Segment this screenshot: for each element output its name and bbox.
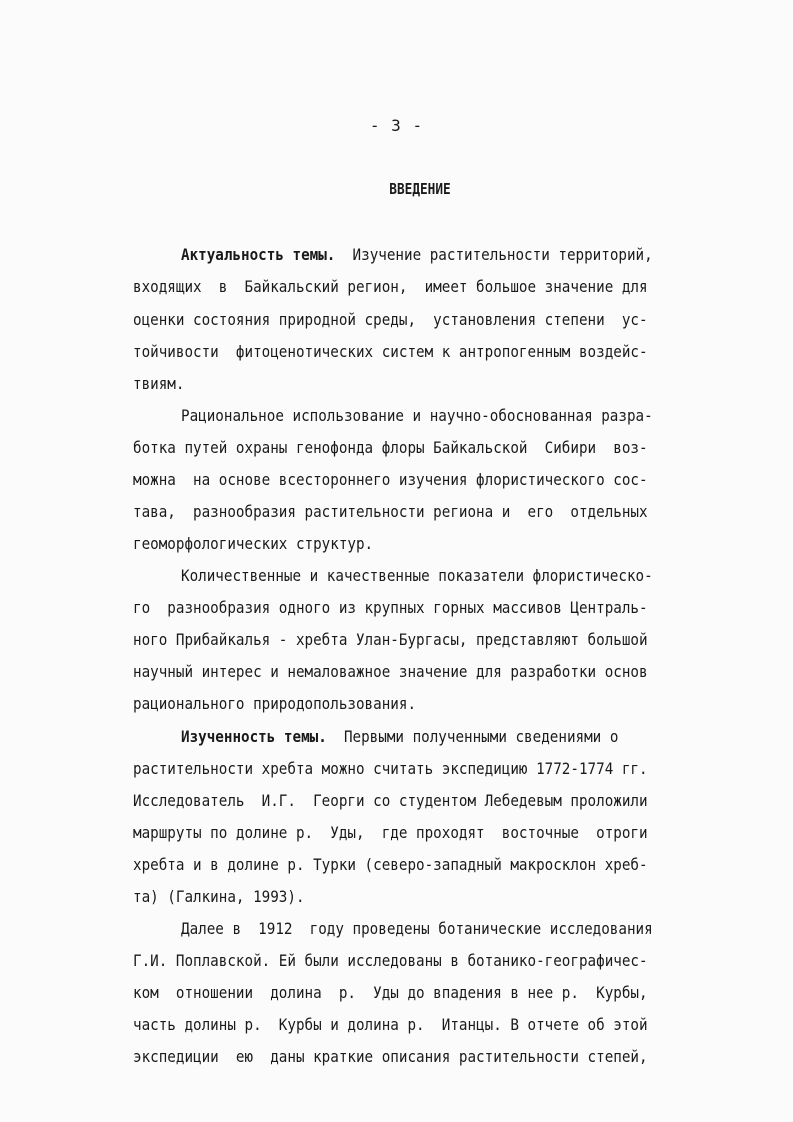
text-line: входящих в Байкальский регион, имеет большое значение для xyxy=(133,277,648,296)
section-heading: Актуальность темы. xyxy=(181,245,336,264)
text-line: Актуальность темы. Изучение растительности территорий, xyxy=(181,245,653,264)
text-line: можна на основе всестороннего изучения флористического сос- xyxy=(133,470,648,489)
text-line: научный интерес и немаловажное значение для разработки основ xyxy=(133,662,648,681)
text-line: Количественные и качественные показатели флористическо- xyxy=(181,566,653,585)
text-line: Далее в 1912 году проведены ботанические исследования xyxy=(181,919,653,938)
text-line: го разнообразия одного из крупных горных массивов Централь- xyxy=(133,598,648,617)
text-line: тава, разнообразия растительности региона и его отдельных xyxy=(133,502,648,521)
section-heading: Изученность темы. xyxy=(181,727,327,746)
text-line: Исследователь И.Г. Георги со студентом Лебедевым проложили xyxy=(133,791,648,810)
text-line: Рациональное использование и научно-обоснованная разра- xyxy=(181,406,653,425)
text-line: твиям. xyxy=(133,374,185,393)
text-line: тойчивости фитоценотических систем к антропогенным воздейс- xyxy=(133,342,648,361)
text-line: ком отношении долина р. Уды до впадения в нее р. Курбы, xyxy=(133,983,648,1002)
text-line: та) (Галкина, 1993). xyxy=(133,887,305,906)
text-line: ботка путей охраны генофонда флоры Байкальской Сибири воз- xyxy=(133,438,648,457)
text-line: оценки состояния природной среды, установления степени ус- xyxy=(133,310,648,329)
text-line: экспедиции ею даны краткие описания растительности степей, xyxy=(133,1047,648,1066)
text-line: растительности хребта можно считать экспедицию 1772-1774 гг. xyxy=(133,759,648,778)
text-line: геоморфологических структур. xyxy=(133,534,374,553)
text-line: хребта и в долине р. Турки (северо-западный макросклон хреб- xyxy=(133,855,648,874)
text-line: часть долины р. Курбы и долина р. Итанцы. В отчете об этой xyxy=(133,1015,648,1034)
text-line: ного Прибайкалья - хребта Улан-Бургасы, представляют большой xyxy=(133,630,648,649)
page-number: - 3 - xyxy=(369,116,424,135)
text-line: рационального природопользования. xyxy=(133,694,417,713)
text-line: маршруты по долине р. Уды, где проходят восточные отроги xyxy=(133,823,648,842)
text-line: Г.И. Поплавской. Ей были исследованы в ботанико-географичес- xyxy=(133,951,648,970)
page-title: ВВЕДЕНИЕ xyxy=(389,180,451,198)
text-line: Изученность темы. Первыми полученными сведениями о xyxy=(181,727,619,746)
